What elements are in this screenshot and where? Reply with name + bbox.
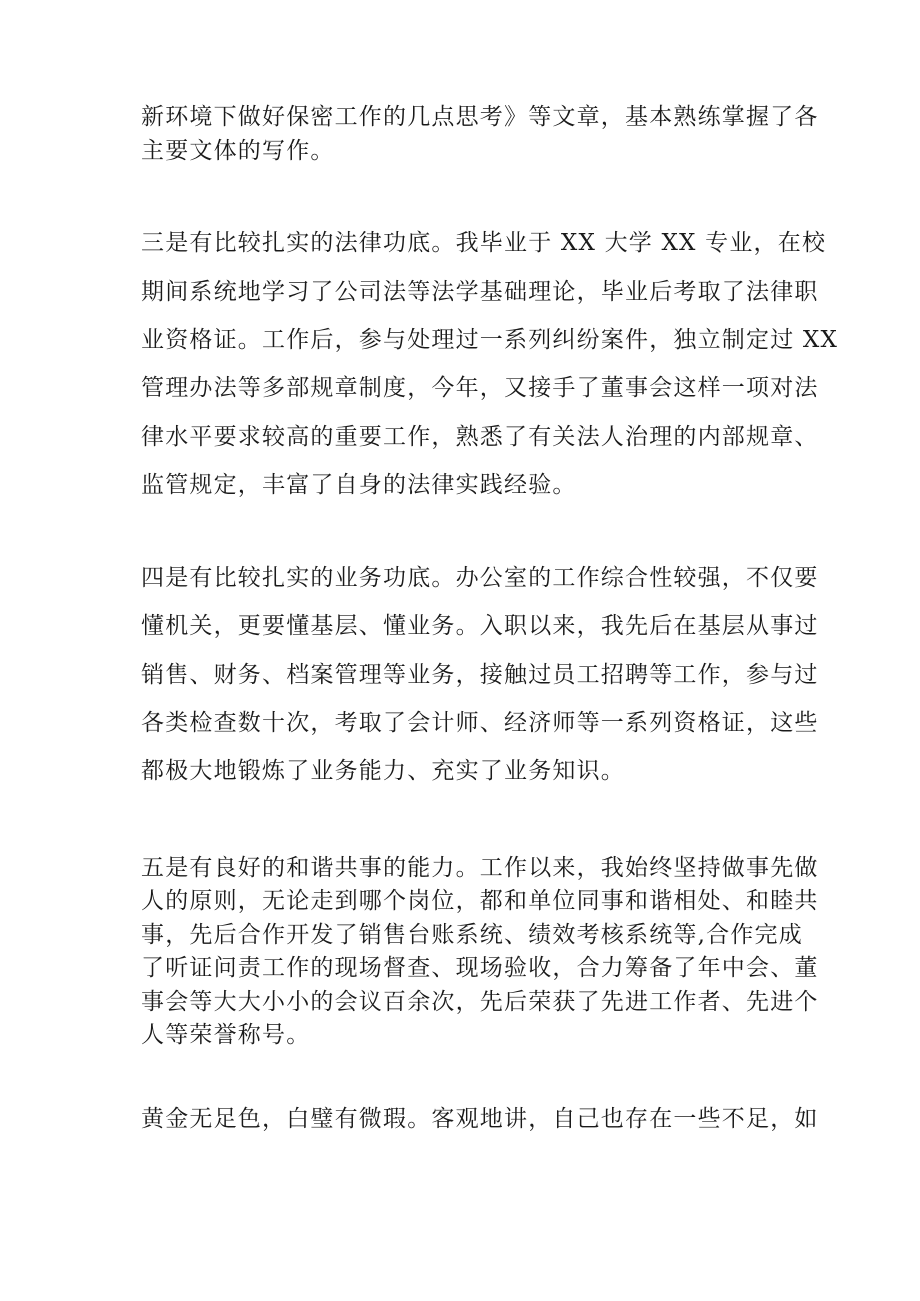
text-line: 黄金无足色，白璧有微瑕。客观地讲，自己也存在一些不足，如 [141,1106,819,1132]
text-line: 了听证问责工作的现场督查、现场验收，合力筹备了年中会、董 [141,955,819,981]
text-line: 事，先后合作开发了销售台账系统、绩效考核系统等,合作完成 [141,922,803,948]
text-line: 都极大地锻炼了业务能力、充实了业务知识。 [141,758,625,784]
text-line: 新环境下做好保密工作的几点思考》等文章，基本熟练掌握了各 [141,104,819,130]
text-line: 管理办法等多部规章制度，今年，又接手了董事会这样一项对法 [141,375,819,401]
text-line: 四是有比较扎实的业务功底。办公室的工作综合性较强，不仅要 [141,565,819,591]
text-line: 五是有良好的和谐共事的能力。工作以来，我始终坚持做事先做 [141,855,819,881]
text-line: 主要文体的写作。 [141,138,335,164]
text-line: 期间系统地学习了公司法等法学基础理论，毕业后考取了法律职 [141,279,819,305]
text-line: 业资格证。工作后，参与处理过一系列纠纷案件，独立制定过 XX [141,327,839,353]
text-line: 事会等大大小小的会议百余次，先后荣获了先进工作者、先进个 [141,989,819,1015]
text-line: 律水平要求较高的重要工作，熟悉了有关法人治理的内部规章、 [141,424,819,450]
text-line: 各类检查数十次，考取了会计师、经济师等一系列资格证，这些 [141,710,819,736]
text-line: 销售、财务、档案管理等业务，接触过员工招聘等工作，参与过 [141,662,819,688]
text-line: 监管规定，丰富了自身的法律实践经验。 [141,472,577,498]
text-line: 人的原则，无论走到哪个岗位，都和单位同事和谐相处、和睦共 [141,888,819,914]
text-line: 懂机关，更要懂基层、懂业务。入职以来，我先后在基层从事过 [141,613,819,639]
text-line: 三是有比较扎实的法律功底。我毕业于 XX 大学 XX 专业，在校 [141,230,827,256]
text-line: 人等荣誉称号。 [141,1022,311,1048]
